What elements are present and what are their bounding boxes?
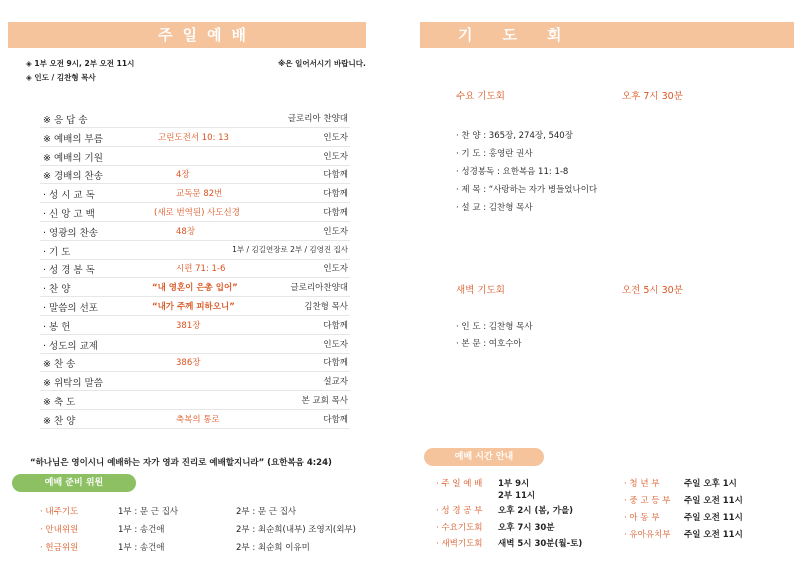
schedule-time: 새벽 5시 30분(월-토) bbox=[498, 539, 583, 549]
dawn-prayer-item: · 인 도 : 김찬형 목사 bbox=[456, 322, 533, 332]
order-label: · 영광의 찬송 bbox=[43, 227, 98, 239]
order-row bbox=[40, 278, 350, 297]
order-detail: 48장 bbox=[176, 226, 196, 237]
order-leader: 본 교회 목사 bbox=[301, 396, 348, 406]
order-row bbox=[40, 165, 350, 184]
order-label: ※ 위탁의 말씀 bbox=[43, 378, 103, 390]
order-detail: 시편 71: 1-6 bbox=[176, 264, 226, 275]
prayer-header-title: 기도회 bbox=[458, 26, 592, 44]
order-detail: “내가 주께 피하오니” bbox=[152, 302, 235, 312]
dawn-prayer-item: · 본 문 : 여호수아 bbox=[456, 339, 522, 349]
schedule-name: · 성 경 공 부 bbox=[436, 506, 483, 516]
committee-role: · 안내위원 bbox=[40, 525, 79, 535]
order-leader: 김찬형 목사 bbox=[304, 302, 348, 312]
wed-prayer-item: · 성경봉독 : 요한복음 11: 1-8 bbox=[456, 167, 569, 177]
schedule-time: 오후 7시 30분 bbox=[498, 523, 555, 533]
committee-part1: 1부 : 송건애 bbox=[118, 525, 165, 535]
order-leader: 글로리아 찬양대 bbox=[287, 114, 348, 124]
standing-notice: ※은 일어서시기 바랍니다. bbox=[278, 59, 366, 68]
scripture-quote: “하나님은 영이시니 예배하는 자가 영과 진리로 예배할지니라” (요한복음 4:24) bbox=[30, 458, 332, 468]
order-row bbox=[40, 241, 350, 260]
order-row bbox=[40, 128, 350, 147]
order-label: · 성 시 교 독 bbox=[43, 190, 95, 202]
order-detail: “내 영혼이 은총 입어” bbox=[152, 283, 238, 294]
order-row bbox=[40, 203, 350, 222]
schedule-title: 예배 시간 안내 bbox=[424, 448, 544, 466]
committee-part1: 1부 : 문 근 집사 bbox=[118, 507, 179, 517]
order-row bbox=[40, 353, 350, 372]
order-row bbox=[40, 297, 350, 316]
dawn-prayer-time: 오전 5시 30분 bbox=[622, 285, 683, 296]
order-detail: 교독문 82번 bbox=[176, 189, 223, 200]
prayer-header bbox=[420, 22, 794, 48]
order-leader: 다함께 bbox=[323, 358, 348, 369]
schedule-dept-time: 주일 오전 11시 bbox=[684, 496, 743, 506]
committee-part2: 2부 : 최순희 이유미 bbox=[236, 543, 310, 553]
committee-role: · 헌금위원 bbox=[40, 543, 79, 553]
committee-part2: 2부 : 문 근 집사 bbox=[236, 507, 297, 517]
worship-header-title: 주일예배 bbox=[158, 26, 256, 44]
schedule-dept-time: 주일 오전 11시 bbox=[684, 530, 743, 540]
order-row bbox=[40, 316, 350, 335]
committee-part2: 2부 : 최순희(내부) 조영지(외부) bbox=[236, 525, 356, 535]
order-detail: (새로 번역된) 사도신경 bbox=[154, 208, 240, 218]
order-label: · 신 앙 고 백 bbox=[43, 209, 95, 220]
order-label: · 찬 양 bbox=[43, 284, 71, 296]
schedule-dept-time: 주일 오후 1시 bbox=[684, 479, 737, 489]
order-leader: 다함께 bbox=[323, 414, 348, 425]
schedule-dept-time: 주일 오전 11시 bbox=[684, 513, 743, 523]
order-label: · 말씀의 선포 bbox=[43, 303, 98, 314]
schedule-dept: · 아 동 부 bbox=[624, 513, 660, 523]
order-row bbox=[40, 109, 350, 128]
order-label: · 봉 헌 bbox=[43, 321, 71, 333]
order-detail: 4장 bbox=[176, 170, 190, 181]
order-detail: 381장 bbox=[176, 320, 201, 331]
order-leader: 인도자 bbox=[323, 151, 348, 162]
order-row bbox=[40, 259, 350, 278]
schedule-time: 2부 11시 bbox=[498, 491, 536, 501]
order-label: · 기 도 bbox=[43, 246, 71, 258]
order-leader: 다함께 bbox=[323, 208, 348, 218]
wed-prayer-title: 수요 기도회 bbox=[456, 91, 505, 102]
order-leader: 인도자 bbox=[323, 264, 348, 275]
wed-prayer-item: · 기 도 : 홍영란 권사 bbox=[456, 149, 533, 159]
order-leader: 인도자 bbox=[323, 132, 348, 143]
wed-prayer-item: · 제 목 : “사랑하는 자가 병들었나이다 bbox=[456, 185, 598, 195]
order-row bbox=[40, 410, 350, 429]
order-detail: 고린도전서 10: 13 bbox=[158, 132, 229, 143]
order-label: ※ 축 도 bbox=[43, 397, 76, 408]
order-label: ※ 찬 송 bbox=[43, 359, 76, 371]
order-row bbox=[40, 391, 350, 410]
dawn-prayer-title: 새벽 기도회 bbox=[456, 285, 505, 296]
wed-prayer-item: · 찬 양 : 365장, 274장, 540장 bbox=[456, 131, 573, 141]
order-label: ※ 예배의 부름 bbox=[43, 133, 103, 145]
order-row bbox=[40, 372, 350, 391]
schedule-name: · 새벽기도회 bbox=[436, 539, 483, 549]
schedule-dept: · 중 고 등 부 bbox=[624, 496, 671, 506]
order-label: ※ 경배의 찬송 bbox=[43, 171, 103, 183]
committee-role: · 내주기도 bbox=[40, 507, 79, 517]
order-leader: 인도자 bbox=[323, 339, 348, 350]
order-leader: 다함께 bbox=[323, 189, 348, 200]
schedule-name: · 주 일 예 배 bbox=[436, 479, 483, 489]
wed-prayer-time: 오후 7시 30분 bbox=[622, 91, 683, 102]
schedule-dept: · 유아유치부 bbox=[624, 530, 671, 540]
schedule-time: 1부 9시 bbox=[498, 479, 530, 489]
order-row bbox=[40, 147, 350, 166]
worship-header bbox=[8, 22, 366, 48]
order-leader: 설교자 bbox=[323, 377, 348, 388]
schedule-time: 오후 2시 (봄, 가을) bbox=[498, 506, 574, 516]
order-leader: 1부 / 김길연장로 2부 / 김영진 집사 bbox=[232, 244, 348, 254]
order-label: ※ 예배의 기원 bbox=[43, 152, 103, 164]
order-detail: 축복의 통로 bbox=[176, 414, 220, 425]
committee-part1: 1부 : 송건애 bbox=[118, 543, 165, 553]
order-detail: 386장 bbox=[176, 358, 201, 369]
order-row bbox=[40, 222, 350, 241]
order-label: ※ 찬 양 bbox=[43, 415, 76, 427]
order-label: · 성 경 봉 독 bbox=[43, 265, 95, 277]
service-leader: ◈ 인도 / 김찬형 목사 bbox=[26, 73, 96, 82]
order-label: · 성도의 교제 bbox=[43, 340, 98, 352]
order-row bbox=[40, 335, 350, 354]
committee-title: 예배 준비 위원 bbox=[12, 474, 136, 492]
order-leader: 인도자 bbox=[323, 226, 348, 237]
order-label: ※ 응 답 송 bbox=[43, 115, 88, 126]
wed-prayer-item: · 설 교 : 김찬형 목사 bbox=[456, 203, 533, 213]
order-leader: 글로리아찬양대 bbox=[290, 283, 348, 294]
order-leader: 다함께 bbox=[323, 170, 348, 181]
service-times: ◈ 1부 오전 9시, 2부 오전 11시 bbox=[26, 59, 135, 68]
schedule-name: · 수요기도회 bbox=[436, 523, 483, 533]
order-row bbox=[40, 184, 350, 203]
schedule-dept: · 청 년 부 bbox=[624, 479, 660, 489]
order-leader: 다함께 bbox=[323, 320, 348, 331]
